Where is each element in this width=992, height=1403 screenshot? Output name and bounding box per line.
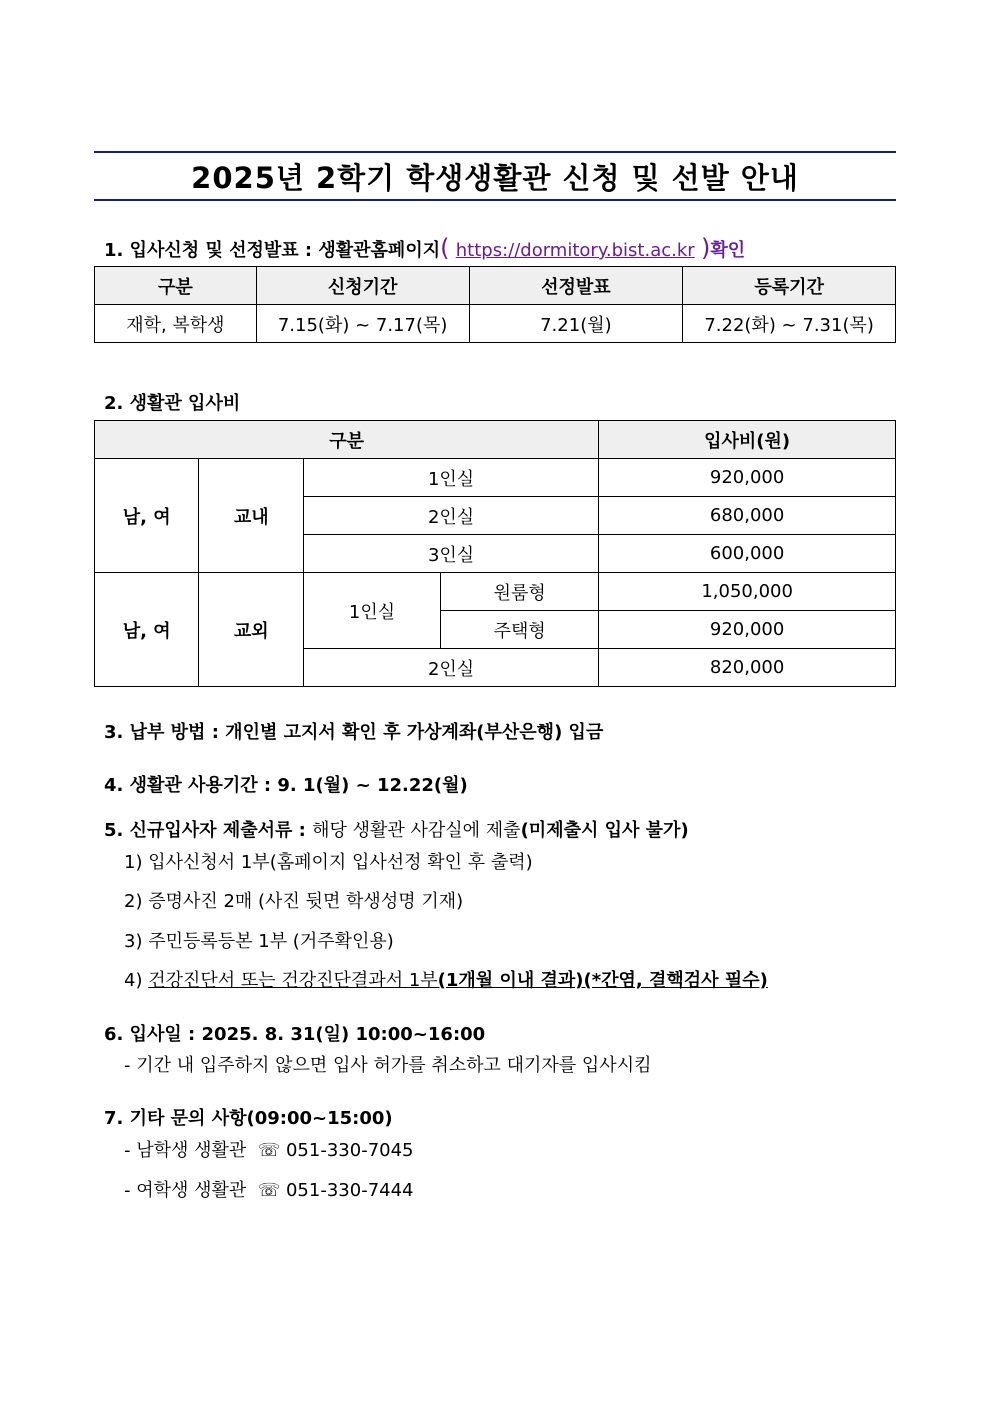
- schedule-header-category: 구분: [95, 267, 257, 305]
- item4-bold: (1개월 이내 결과)(*간염, 결핵검사 필수): [437, 970, 768, 991]
- fee-value: 600,000: [599, 535, 896, 573]
- section1-paren-close: ): [700, 234, 711, 262]
- item4-number: 4): [124, 970, 143, 991]
- fee-room-label: 1인실: [303, 459, 598, 497]
- section5-heading-line: [104, 816, 689, 842]
- phone-icon: ☏: [257, 1140, 281, 1161]
- section7-heading: 7. 기타 문의 사항(09:00~15:00): [104, 1108, 393, 1129]
- schedule-cell-register: 7.22(화) ~ 7.31(목): [683, 305, 896, 343]
- section1-suffix: 확인: [710, 240, 746, 261]
- fee-group2-location: 교외: [199, 573, 303, 687]
- fee-header-category: 구분: [95, 421, 599, 459]
- fee-group2-single-label: 1인실: [303, 573, 440, 649]
- section5-heading: 5. 신규입사자 제출서류 :: [104, 820, 306, 841]
- schedule-cell-category: 재학, 복학생: [95, 305, 257, 343]
- page-title: 2025년 2학기 학생생활관 신청 및 선발 안내: [191, 160, 799, 195]
- fee-group1-gender: 남, 여: [95, 459, 199, 573]
- contact-phone: 051-330-7045: [285, 1140, 414, 1161]
- title-bar: [94, 151, 896, 201]
- section6-note: - 기간 내 입주하지 않으면 입사 허가를 취소하고 대기자를 입사시킴: [124, 1055, 652, 1076]
- dormitory-link[interactable]: https://dormitory.bist.ac.kr: [455, 240, 695, 261]
- item4-text: [148, 970, 768, 991]
- fee-room-label: 2인실: [303, 649, 598, 687]
- section5-heading-normal: 해당 생활관 사감실에 제출: [312, 820, 521, 841]
- schedule-table: [94, 266, 896, 343]
- fee-group2-gender: 남, 여: [95, 573, 199, 687]
- fee-header-amount: 입사비(원): [599, 421, 896, 459]
- section6-heading: 6. 입사일 : 2025. 8. 31(일) 10:00~16:00: [104, 1024, 486, 1045]
- fee-group1-location: 교내: [199, 459, 303, 573]
- document-item-4: [124, 966, 768, 992]
- section1-paren-open: (: [440, 234, 450, 262]
- schedule-cell-apply: 7.15(화) ~ 7.17(목): [256, 305, 469, 343]
- schedule-header-register: 등록기간: [683, 267, 896, 305]
- contact-row: [124, 1136, 414, 1162]
- fee-value: 1,050,000: [599, 573, 896, 611]
- item4-normal: 건강진단서 또는 건강진단결과서 1부: [148, 970, 438, 991]
- fee-table: [94, 420, 896, 687]
- section1-heading: 1. 입사신청 및 선정발표 : 생활관홈페이지: [104, 240, 441, 261]
- fee-type-label: 원룸형: [441, 573, 599, 611]
- contact-label: - 남학생 생활관: [124, 1140, 247, 1161]
- fee-type-label: 주택형: [441, 611, 599, 649]
- document-item: 1) 입사신청서 1부(홈페이지 입사선정 확인 후 출력): [124, 852, 533, 873]
- schedule-header-apply: 신청기간: [256, 267, 469, 305]
- phone-icon: ☏: [257, 1180, 281, 1201]
- fee-room-label: 2인실: [303, 497, 598, 535]
- schedule-header-announce: 선정발표: [469, 267, 683, 305]
- fee-value: 920,000: [599, 611, 896, 649]
- section4-heading: 4. 생활관 사용기간 : 9. 1(월) ~ 12.22(월): [104, 775, 468, 796]
- fee-value: 680,000: [599, 497, 896, 535]
- fee-value: 820,000: [599, 649, 896, 687]
- contact-phone: 051-330-7444: [285, 1180, 414, 1201]
- document-item: 3) 주민등록등본 1부 (거주확인용): [124, 931, 394, 952]
- document-item: 2) 증명사진 2매 (사진 뒷면 학생성명 기재): [124, 891, 464, 912]
- section2-heading: 2. 생활관 입사비: [104, 393, 241, 414]
- schedule-cell-announce: 7.21(월): [469, 305, 683, 343]
- section1-heading-line: [104, 234, 745, 262]
- fee-room-label: 3인실: [303, 535, 598, 573]
- contact-row: [124, 1176, 414, 1202]
- fee-value: 920,000: [599, 459, 896, 497]
- section3-heading: 3. 납부 방법 : 개인별 고지서 확인 후 가상계좌(부산은행) 입금: [104, 722, 604, 743]
- section5-heading-bold: (미제출시 입사 불가): [520, 820, 689, 841]
- contact-label: - 여학생 생활관: [124, 1180, 247, 1201]
